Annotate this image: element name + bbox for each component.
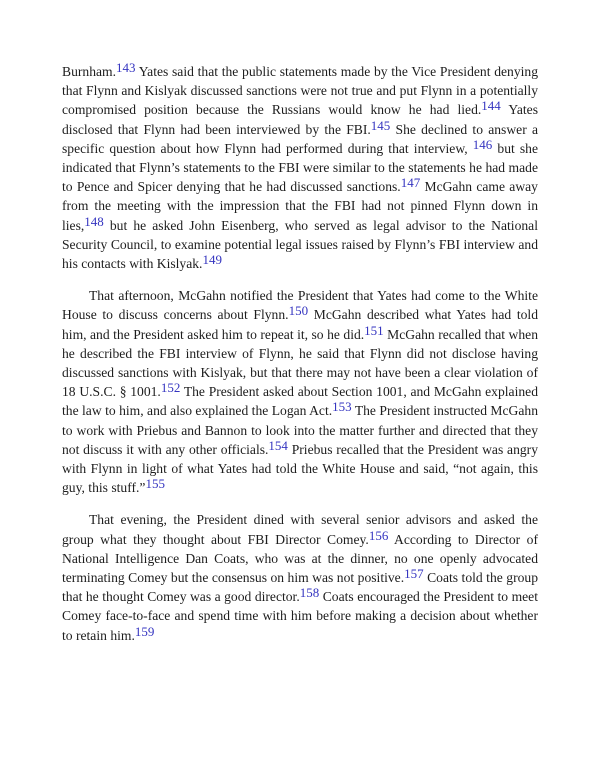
paragraph (62, 286, 538, 497)
text-run: but she indicated that Flynn’s statements to the FBI were similar to the statements he had made to Pence and Spicer denying that he had discussed sanctions. (62, 140, 538, 195)
text-run: McGahn described what Yates had told him, and the President asked him to repeat it, so he did. (62, 307, 538, 342)
footnote-ref[interactable]: 148 (84, 213, 104, 229)
paragraph (62, 62, 538, 273)
footnote-ref[interactable]: 153 (332, 399, 352, 415)
footnote-ref[interactable]: 159 (134, 623, 155, 639)
text-run: Burnham. (62, 64, 116, 79)
footnote-ref[interactable]: 155 (145, 476, 165, 492)
footnote-ref[interactable]: 154 (268, 437, 288, 453)
text-run: The President asked about Section 1001, and McGahn explained the law to him, and also explained the Logan Act. (62, 384, 538, 419)
text-run: McGahn came away from the meeting with the impression that the FBI had not pinned Flynn down in lies, (62, 179, 538, 233)
footnote-ref[interactable]: 146 (472, 136, 493, 152)
text-run: Coats told the group that he thought Comey was a good director. (62, 570, 538, 605)
footnote-ref[interactable]: 151 (364, 322, 384, 338)
text-run: That evening, the President dined with several senior advisors and asked the group what they thought about FBI Director Comey. (62, 512, 538, 547)
paragraph (62, 510, 538, 644)
text-run: but he asked John Eisenberg, who served as legal advisor to the National Security Council, to examine potential legal issues raised by Flynn’s FBI interview and his contacts with Kislyak. (62, 217, 538, 272)
footnote-ref[interactable]: 150 (288, 303, 309, 319)
footnote-ref[interactable]: 145 (370, 117, 391, 133)
text-run: Yates said that the public statements made by the Vice President denying that Flynn and Kislyak discussed sanctions were not true and put Flynn in a potentially compromised position because the Russians would know he had lied. (62, 64, 538, 118)
footnote-ref[interactable]: 143 (116, 60, 136, 75)
text-run: That afternoon, McGahn notified the President that Yates had come to the White House to discuss concerns about Flynn. (62, 288, 538, 323)
text-run: Coats encouraged the President to meet Comey face-to-face and spend time with him before making a decision about whether to retain him. (62, 589, 538, 643)
text-run: Yates disclosed that Flynn had been interviewed by the FBI. (62, 102, 539, 137)
footnote-ref[interactable]: 144 (481, 98, 501, 114)
footnote-ref[interactable]: 157 (404, 566, 424, 582)
document-text-block (62, 62, 538, 658)
text-run: According to Director of National Intelligence Dan Coats, who was at the dinner, no one openly advocated terminating Comey but the consensus on him was not positive. (62, 531, 539, 586)
text-run: She declined to answer a specific question about how Flynn had performed during that interview, (62, 121, 538, 156)
footnote-ref[interactable]: 152 (160, 380, 181, 396)
footnote-ref[interactable]: 158 (299, 585, 320, 601)
text-run: The President instructed McGahn to work with Priebus and Bannon to look into the matter further and directed that they not discuss it with any other officials. (62, 403, 539, 457)
footnote-ref[interactable]: 147 (400, 175, 421, 191)
text-run: Priebus recalled that the President was angry with Flynn in light of what Yates had told the White House and said, “not again, this guy, this stuff.” (62, 441, 538, 496)
text-run: McGahn recalled that when he described the FBI interview of Flynn, he said that Flynn did not disclose having discussed sanctions with Kislyak, but that there may not have been a clear violation of 18 U.S.C. § 1001. (62, 326, 538, 400)
footnote-ref[interactable]: 156 (368, 527, 389, 543)
footnote-ref[interactable]: 149 (202, 252, 222, 268)
